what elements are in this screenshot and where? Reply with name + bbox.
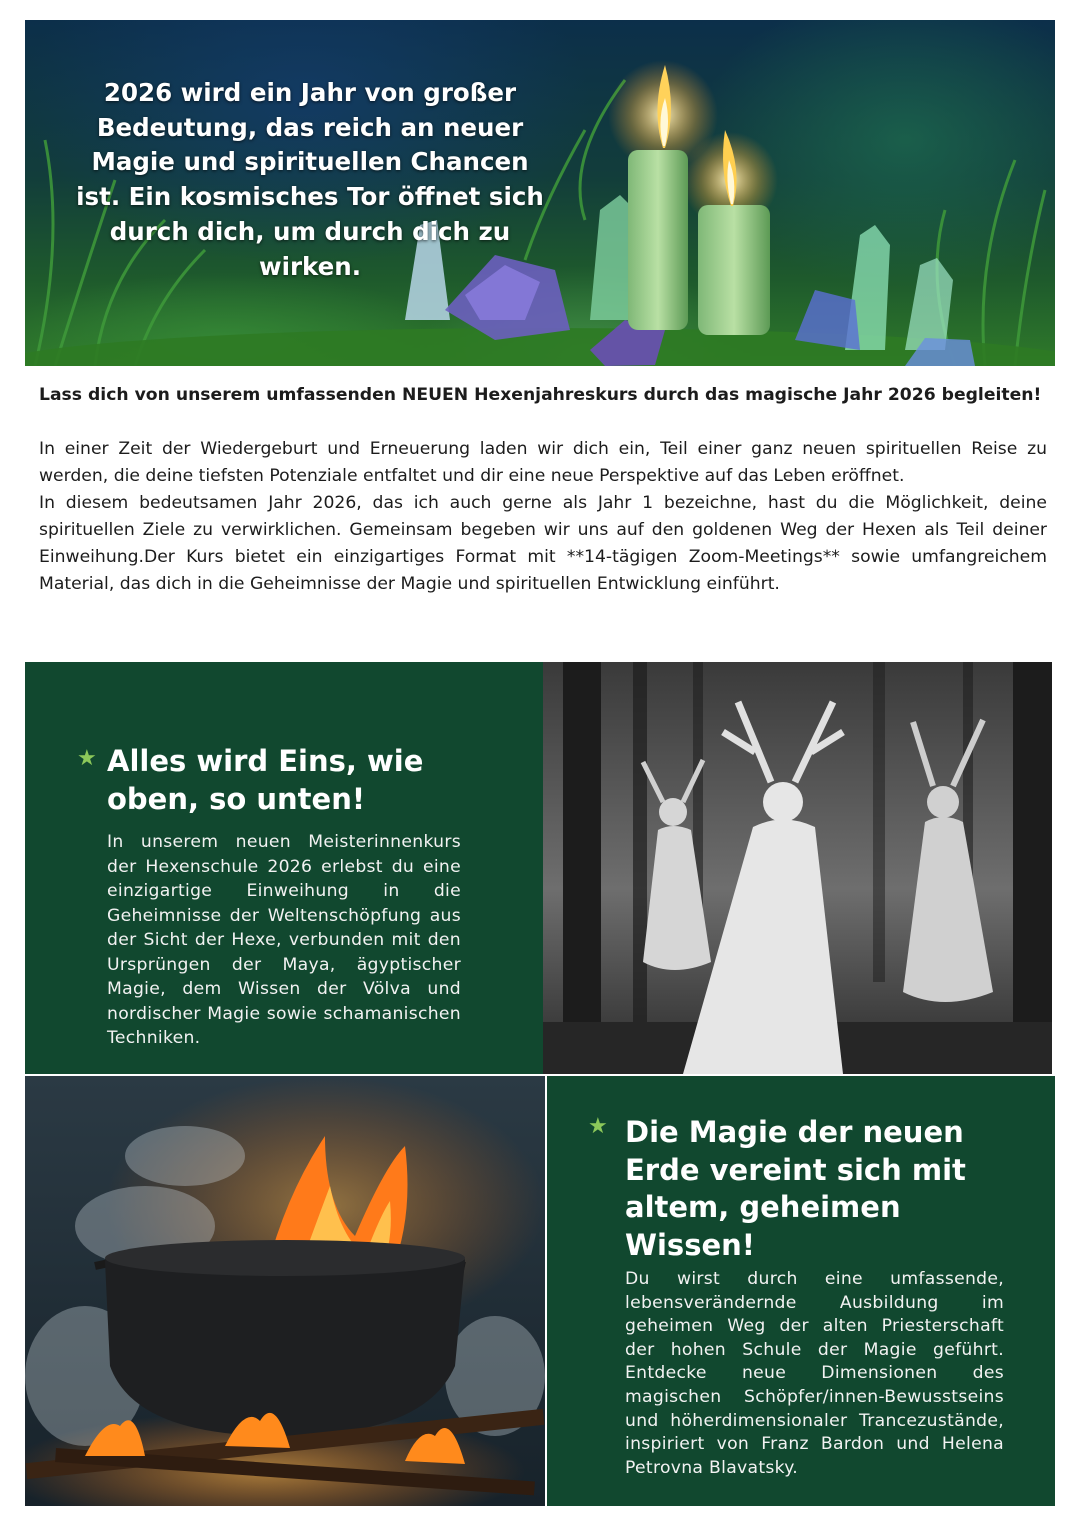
star-icon: ★: [588, 1114, 608, 1139]
section-1-body: In unserem neuen Meisterinnenkurs der Hexenschule 2026 erlebst du eine einzigartige Einweihung in die Geheimnisse der Weltenschöpfung aus der Sicht der Hexe, verbunden mit den Ursprüngen der Maya, ägyptischer Magie, dem Wissen der Völva und nordischer Magie sowie schamanischen Techniken.: [107, 832, 461, 1048]
section-2-panel: [547, 1076, 1055, 1506]
intro-lead: Lass dich von unserem umfassenden NEUEN Hexenjahreskurs durch das magische Jahr 2026 begleiten!: [39, 385, 1042, 405]
star-icon: ★: [77, 746, 97, 771]
section-1-panel: [25, 662, 543, 1074]
cauldron-fire-photo: [25, 1076, 545, 1506]
intro-paragraph-2: In diesem bedeutsamen Jahr 2026, das ich auch gerne als Jahr 1 bezeichne, hast du die Möglichkeit, deine spirituellen Ziele zu verwirklichen. Gemeinsam begeben wir uns auf den goldenen Weg der Hexen als Teil deiner Einweihung.Der Kurs bietet ein einzigartiges Format mit **14-tägigen Zoom-Meetings** sowie umfangreichem Material, das dich in die Geheimnisse der Magie und spirituellen Entwicklung einführt.: [39, 493, 1047, 594]
intro-section: [39, 382, 1047, 598]
forest-antler-figures-photo: [543, 662, 1052, 1074]
hero-banner: [25, 20, 1055, 366]
section-1-heading: Alles wird Eins, wie oben, so unten!: [107, 744, 424, 816]
hero-headline: 2026 wird ein Jahr von großer Bedeutung, das reich an neuer Magie und spirituellen Chancen ist. Ein kosmisches Tor öffnet sich durch dich, um durch dich zu wirken.: [76, 78, 544, 281]
section-2-body: Du wirst durch eine umfassende, lebensverändernde Ausbildung im geheimen Weg der alten Priesterschaft der hohen Schule der Magie geführt. Entdecke neue Dimensionen des magischen Schöpfer/innen-Bewusstseins und höherdimensionaler Trancezustände, inspiriert von Franz Bardon und Helena Petrovna Blavatsky.: [625, 1269, 1004, 1478]
intro-paragraph-1: In einer Zeit der Wiedergeburt und Erneuerung laden wir dich ein, Teil einer ganz neuen spirituellen Reise zu werden, die deine tiefsten Potenziale entfaltet und dir eine neue Perspektive auf das Leben eröffnet.: [39, 439, 1047, 486]
section-2-heading: Die Magie der neuen Erde vereint sich mit altem, geheimen Wissen!: [625, 1115, 966, 1262]
